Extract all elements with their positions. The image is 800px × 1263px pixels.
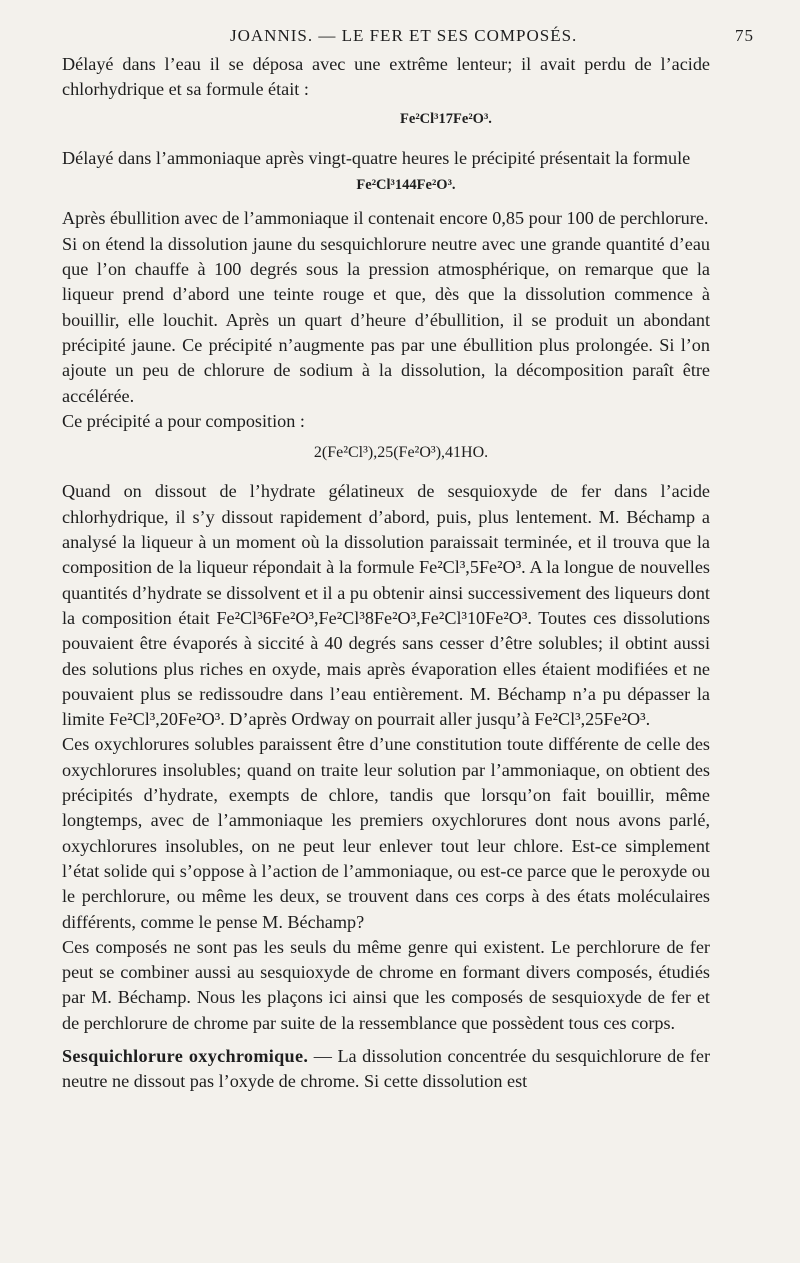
paragraph: Après ébullition avec de l’ammoniaque il contenait encore 0,85 pour 100 de perchlorure.	[62, 208, 709, 229]
section-paragraph	[62, 1044, 710, 1095]
page-body	[62, 52, 710, 1095]
paragraph: Délayé dans l’eau il se déposa avec une extrême lenteur; il avait perdu de l’acide chlorhydrique et sa formule était :	[62, 54, 710, 100]
paragraph: Délayé dans l’ammoniaque après vingt-quatre heures le précipité présentait la formule	[62, 147, 691, 168]
paragraph: Si on étend la dissolution jaune du sesquichlorure neutre avec une grande quantité d’eau que l’on chauffe à 100 degrés sous la pression atmosphérique, on remarque que la liqueur prend d’abord une teinte rouge et que, dès que la dissolution commence à bouillir, elle louchit. Après un quart d’heure d’ébullition, il se produit un abondant précipité jaune. Ce précipité n’augmente pas par une ébullition plus prolongée. Si l’on ajoute un peu de chlorure de sodium à la dissolution, la décomposition paraît être accélérée.	[62, 233, 710, 406]
running-title: JOANNIS. — LE FER ET SES COMPOSÉS.	[230, 26, 578, 45]
formula: Fe²Cl³17Fe²O³.	[400, 110, 492, 127]
section-text: — La dissolution concentrée du sesquichlorure de fer neutre ne dissout pas l’oxyde de chrome. Si cette dissolution est	[62, 1045, 710, 1092]
paragraph: Ces composés ne sont pas les seuls du même genre qui existent. Le perchlorure de fer peut se combiner aussi au sesquioxyde de chrome en formant divers composés, étudiés par M. Béchamp. Nous les plaçons ici ainsi que les composés de sesquioxyde de fer et de perchlorure de chrome par suite de la ressemblance que possèdent tous ces corps.	[62, 936, 710, 1033]
page-number: 75	[735, 26, 754, 45]
formula: 2(Fe²Cl³),25(Fe²O³),41HO.	[313, 444, 489, 462]
section-heading: Sesquichlorure oxychromique.	[62, 1045, 309, 1066]
formula: Fe²Cl³144Fe²O³.	[356, 177, 456, 194]
paragraph: Quand on dissout de l’hydrate gélatineux de sesquioxyde de fer dans l’acide chlorhydrique, il s’y dissout rapidement d’abord, puis, plus lentement. M. Béchamp a analysé la liqueur à un moment où la dissolution paraissait terminée, et il trouva que la composition de la liqueur répondait à la formule Fe²Cl³,5Fe²O³. A la longue de nouvelles quantités d’hydrate se dissolvent et il a pu obtenir ainsi successivement des liqueurs dont la composition était Fe²Cl³6Fe²O³,Fe²Cl³8Fe²O³,Fe²Cl³10Fe²O³. Toutes ces dissolutions pouvaient être évaporés à siccité à 40 degrés sans cesser d’être solubles; il obtint aussi des solutions plus riches en oxyde, mais après évaporation elles étaient modifiées et ne pouvaient plus se redissoudre dans l’eau entièrement. M. Béchamp n’a pu dépasser la limite Fe²Cl³,20Fe²O³. D’après Ordway on pourrait aller jusqu’à Fe²Cl³,25Fe²O³.	[62, 481, 710, 730]
paragraph: Ces oxychlorures solubles paraissent être d’une constitution toute différente de celle des oxychlorures insolubles; quand on traite leur solution par l’ammoniaque, on obtient des précipités d’hydrate, exempts de chlore, tandis que lorsqu’on fait bouillir, même longtemps, avec de l’ammoniaque les premiers oxychlorures dont nous avons parlé, oxychlorures insolubles, on ne peut leur enlever tout leur chlore. Est-ce simplement l’état solide qui s’oppose à l’action de l’ammoniaque, ou est-ce parce que le peroxyde ou le perchlorure, ou même les deux, se trouvent dans ces corps à des états moléculaires différents, comme le pense M. Béchamp?	[62, 734, 710, 932]
paragraph: Ce précipité a pour composition :	[62, 410, 305, 431]
